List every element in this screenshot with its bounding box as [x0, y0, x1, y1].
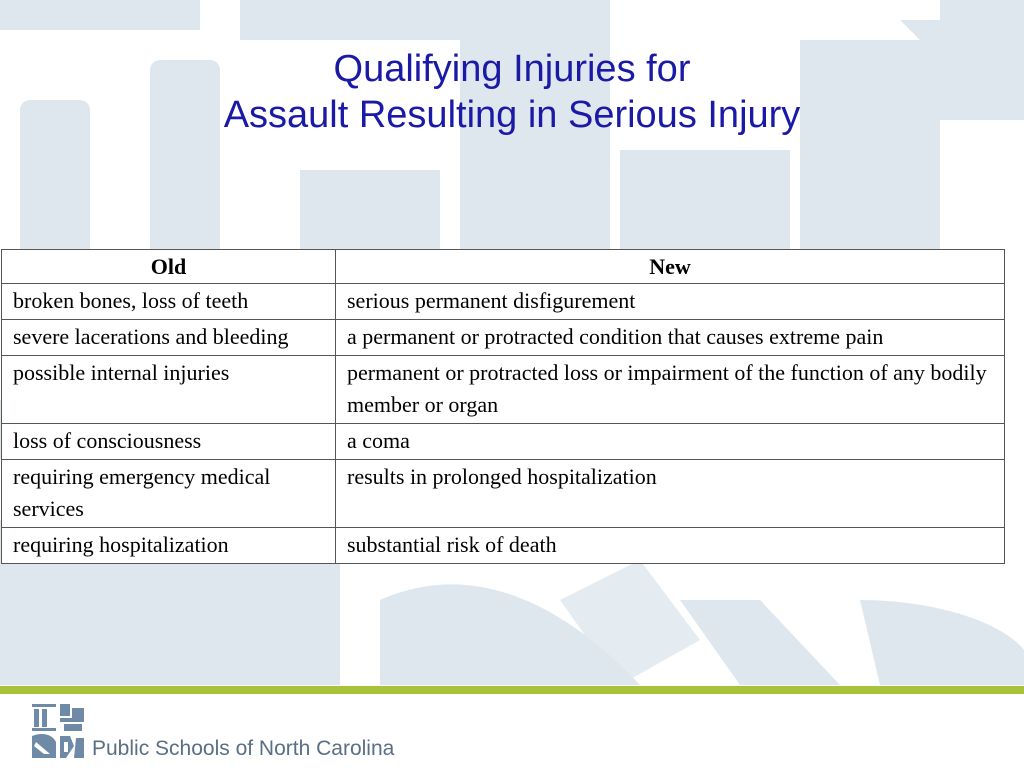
- table-row: [2, 320, 1005, 356]
- slide-title: [0, 46, 1024, 138]
- old-injury-cell: loss of consciousness: [2, 424, 336, 460]
- new-injury-cell: permanent or protracted loss or impairment of the function of any bodily member or organ: [336, 356, 1005, 424]
- old-injury-cell: broken bones, loss of teeth: [2, 284, 336, 320]
- slide-title-line-2: Assault Resulting in Serious Injury: [223, 94, 801, 136]
- old-injury-cell: possible internal injuries: [2, 356, 336, 424]
- column-header-old: Old: [2, 250, 336, 284]
- new-injury-cell: results in prolonged hospitalization: [336, 460, 1005, 528]
- injuries-comparison-table: [1, 249, 1005, 564]
- slide-title-line-1: Qualifying Injuries for: [333, 48, 691, 90]
- table-row: [2, 284, 1005, 320]
- column-header-new: New: [336, 250, 1005, 284]
- old-injury-cell: severe lacerations and bleeding: [2, 320, 336, 356]
- new-injury-cell: a coma: [336, 424, 1005, 460]
- new-injury-cell: substantial risk of death: [336, 528, 1005, 564]
- old-injury-cell: requiring hospitalization: [2, 528, 336, 564]
- new-injury-cell: serious permanent disfigurement: [336, 284, 1005, 320]
- old-injury-cell: requiring emergency medical services: [2, 460, 336, 528]
- footer-org-name: Public Schools of North Carolina: [92, 737, 395, 760]
- table-header-row: [2, 250, 1005, 284]
- new-injury-cell: a permanent or protracted condition that causes extreme pain: [336, 320, 1005, 356]
- nc-public-schools-logo-icon: [30, 702, 86, 760]
- table-row: [2, 356, 1005, 424]
- accent-divider-line: [0, 686, 1024, 694]
- table-row: [2, 424, 1005, 460]
- table-row: [2, 460, 1005, 528]
- table-row: [2, 528, 1005, 564]
